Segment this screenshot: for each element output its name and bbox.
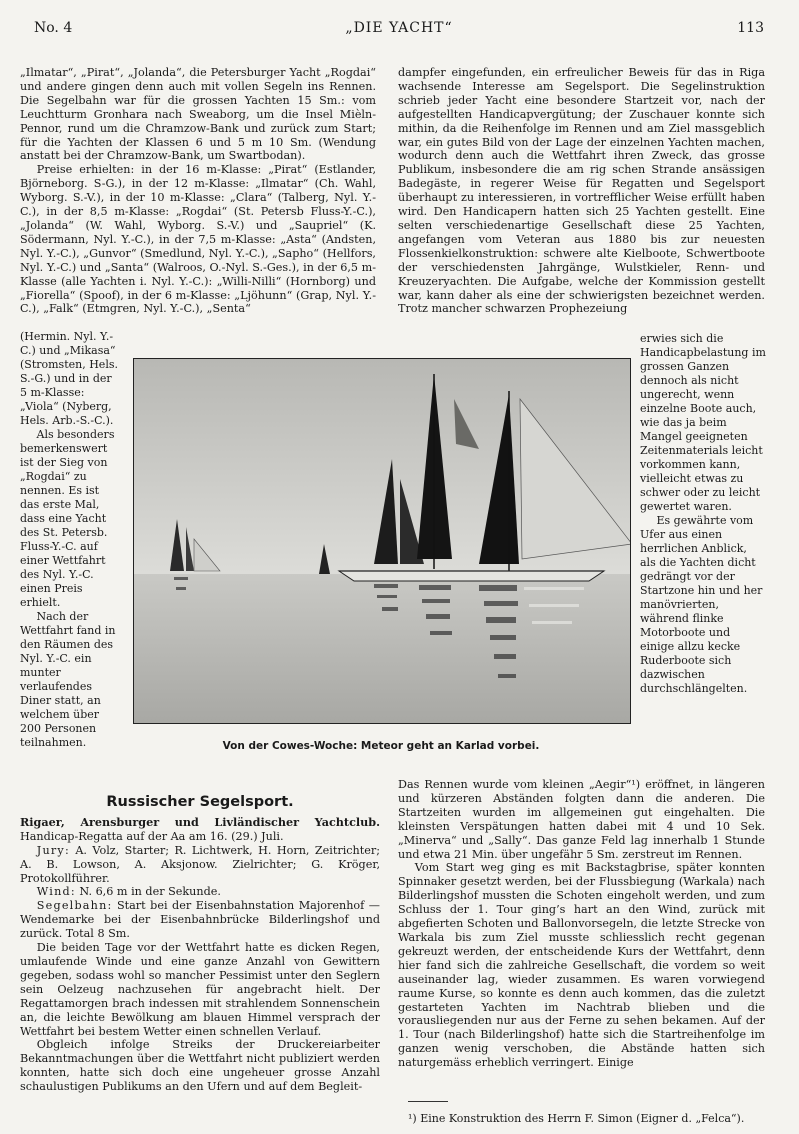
segelbahn-text: Start bei der Eisenbahnstation Majorenhof — Wendemarke bei der Eisenbahnbrücke Bilderlingshof und zurück. Total 8 Sm. xyxy=(20,899,380,941)
segelbahn-label: Segelbahn: xyxy=(36,899,113,913)
paragraph: Obgleich infolge Streiks der Druckereiarbeiter Bekanntmachungen über die Wettfahrt nicht publiziert werden konnten, hatte sich doch eine ungeheuer grosse Anzahl schaulustigen Publikums an den Ufern und auf dem Begleit- xyxy=(20,1038,380,1094)
jury-label: Jury: xyxy=(36,843,70,857)
right-column-narrow xyxy=(640,332,766,696)
paragraph xyxy=(20,899,380,941)
paragraph: Die beiden Tage vor der Wettfahrt hatte es dicken Regen, umlaufende Winde und eine ganze Anzahl von Gewittern gegeben, sodass wohl so mancher Pessimist unter den Seglern sein Oelzeug nachzusehen für angebracht hielt. Der Regattamorgen brach indessen mit strahlendem Sonnenschein an, die leichte Bewölkung am blauen Himmel versprach der Wettfahrt bei bestem Wetter einen schnellen Verlauf. xyxy=(20,941,380,1038)
paragraph: Vom Start weg ging es mit Backstagbrise, später konnten Spinnaker gesetzt werden, bei der Flussbiegung (Warkala) nach Bilderlingshof mussten die Schoten eingeholt werden, und zum Schluss der 1. Tour ging’s hart an den Wind, zurück mit abgefierten Schoten und Ballonvorsegeln, die letzte Strecke von Warkala bis zum Ziel musste schliesslich recht gegenan gekreuzt werden, der entscheidende Kurs der Wettfahrt, denn hier fand sich die zahlreiche Gesellschaft, die vordem so weit auseinander lag, wieder zusammen. Es waren vorwiegend raume Kurse, so konnte es denn auch kommen, das die zuletzt gestarteten Yachten im Nachtrab blieben und die vorausliegenden nur aus der Ferne zu sehen bekamen. Auf der 1. Tour (nach Bilderlingshof) hatte sich die Startreihenfolge im ganzen wenig verschoben, die Abstände hatten sich naturgemäss erheblich verringert. Einige xyxy=(398,861,765,1070)
paragraph: „Ilmatar“, „Pirat“, „Jolanda“, die Petersburger Yacht „Rogdai“ und andere gingen denn auch mit vollen Segeln ins Rennen. Die Segelbahn war für die grossen Yachten 15 Sm.: vom Leuchtturm Gronhara nach Sweaborg, um die Insel Mièln-Pennor, rund um die Chramzow-Bank und zurück zum Start; für die Yachten der Klassen 6 und 5 m 10 Sm. (Wendung anstatt bei der Chramzow-Bank, um Swartbodan). xyxy=(20,66,376,163)
jury-text: A. Volz, Starter; R. Lichtwerk, H. Horn, Zeitrichter; A. B. Lowson, A. Aksjonow. Zielrichter; G. Kröger, Protokollführer. xyxy=(20,843,380,885)
paragraph xyxy=(20,885,380,899)
left-column-narrow xyxy=(20,330,118,750)
section-title: Russischer Segelsport. xyxy=(106,794,294,810)
footnote: ¹) Eine Konstruktion des Herrn F. Simon (Eigner d. „Felca“). xyxy=(408,1112,745,1125)
paragraph: Als besonders bemerkenswert ist der Sieg von „Rogdai“ zu nennen. Es ist das erste Mal, dass eine Yacht des St. Petersb. Fluss-Y.-C. auf einer Wettfahrt des Nyl. Y.-C. einen Preis erhielt. xyxy=(20,428,115,609)
photo-caption: Von der Cowes-Woche: Meteor geht an Karlad vorbei. xyxy=(222,740,540,752)
page-header xyxy=(34,20,764,42)
paragraph: Es gewährte vom Ufer aus einen herrlichen Anblick, als die Yachten dicht gedrängt vor der Startzone hin und her manövrierten, während flinke Motorboote und einige allzu kecke Ruderboote sich dazwischen durchschlängelten. xyxy=(640,514,763,695)
paragraph: dampfer eingefunden, ein erfreulicher Beweis für das in Riga wachsende Interesse am Segelsport. Die Segelinstruktion schrieb jeder Yacht eine besondere Startzeit vor, nach der aufgestellten Handicapvergütung; der Zuschauer konnte sich mithin, da die Reihenfolge im Rennen und am Ziel massgeblich war, ein gutes Bild von der Lage der einzelnen Yachten machen, wodurch denn auch die Wettfahrt ihren Zweck, das grosse Publikum, insbesondere die am rig schen Strande ansässigen Badegäste, in regerer Weise für Regatten und Segelsport überhaupt zu interessieren, in vortrefflicher Weise erfüllt haben wird. Den Handicapern hatten sich 25 Yachten gestellt. Eine selten verschiedenartige Gesellschaft diese 25 Yachten, angefangen vom Veteran aus 1880 bis zur neuesten Flossenkielkonstruktion: schwere alte Kielboote, Schwertboote der verschiedensten Jahrgänge, Wulstkieler, Renn- und Kreuzeryachten. Die Aufgabe, welche der Kommission gestellt war, kann daher als eine der schwierigsten bezeichnet werden. Trotz mancher schwarzen Prophezeiung xyxy=(398,66,765,316)
right-column-bottom xyxy=(398,778,765,1070)
right-column-top xyxy=(398,66,765,316)
journal-title: „DIE YACHT“ xyxy=(345,20,453,36)
page-number: 113 xyxy=(737,20,764,36)
paragraph: Nach der Wettfahrt fand in den Räumen des Nyl. Y.-C. ein munter verlaufendes Diner statt, an welchem über 200 Personen teilnahmen. xyxy=(20,610,116,749)
regatta-info: Handicap-Regatta auf der Aa am 16. (29.) Juli. xyxy=(20,829,284,843)
wind-label: Wind: xyxy=(36,885,76,899)
issue-number: No. 4 xyxy=(34,20,73,36)
yacht-photograph xyxy=(133,358,631,724)
wind-text: N. 6,6 m in der Sekunde. xyxy=(75,885,221,899)
sailing-scene-image xyxy=(134,359,630,723)
left-column-top xyxy=(20,66,376,316)
left-column-bottom xyxy=(20,796,380,1094)
club-name: Rigaer, Arensburger und Livländischer Yachtclub. xyxy=(20,814,380,829)
paragraph: (Hermin. Nyl. Y.-C.) und „Mikasa“ (Stromsten, Hels. S.-G.) und in der 5 m-Klasse: „Viola“ (Nyberg, Hels. Arb.-S.-C.). xyxy=(20,330,118,427)
paragraph: erwies sich die Handicapbelastung im grossen Ganzen dennoch als nicht ungerecht, wenn einzelne Boote auch, wie das ja beim Mangel geeigneten Zeitenmaterials leicht vorkommen kann, vielleicht etwas zu schwer oder zu leicht gewertet waren. xyxy=(640,332,766,513)
paragraph: Das Rennen wurde vom kleinen „Aegir“¹) eröffnet, in längeren und kürzeren Abständen folgten dann die anderen. Die Startzeiten wurden im allgemeinen gut eingehalten. Die kleinsten Verspätungen hatten dabei mit 4 und 10 Sek. „Minerva“ und „Sally“. Das ganze Feld lag innerhalb 1 Stunde und etwa 21 Min. über ungefähr 5 Sm. zerstreut im Rennen. xyxy=(398,778,765,861)
paragraph: Preise erhielten: in der 16 m-Klasse: „Pirat“ (Estlander, Björneborg. S-G.), in der 12 m-Klasse: „Ilmatar“ (Ch. Wahl, Wyborg. S.-V.), in der 10 m-Klasse: „Clara“ (Talberg, Nyl. Y.-C.), in der 8,5 m-Klasse: „Rogdai“ (St. Petersb Fluss-Y.-C.), „Jolanda“ (W. Wahl, Wyborg. S.-V.) und „Saupriel“ (K. Södermann, Nyl. Y.-C.), in der 7,5 m-Klasse: „Asta“ (Andsten, Nyl. Y.-C.), „Gunvor“ (Smedlund, Nyl. Y.-C.), „Sapho“ (Hellfors, Nyl. Y.-C.) und „Santa“ (Walroos, O.-Nyl. S.-Ges.), in der 6,5 m-Klasse (alle Yachten i. Nyl. Y.-C.): „Willi-Nilli“ (Hornborg) und „Fiorella“ (Spoof), in der 6 m-Klasse: „Ljöhunn“ (Grap, Nyl. Y.-C.), „Falk“ (Etmgren, Nyl. Y.-C.), „Senta“ xyxy=(20,163,376,316)
paragraph xyxy=(20,844,380,886)
paragraph xyxy=(20,816,380,844)
footnote-rule xyxy=(408,1101,448,1102)
